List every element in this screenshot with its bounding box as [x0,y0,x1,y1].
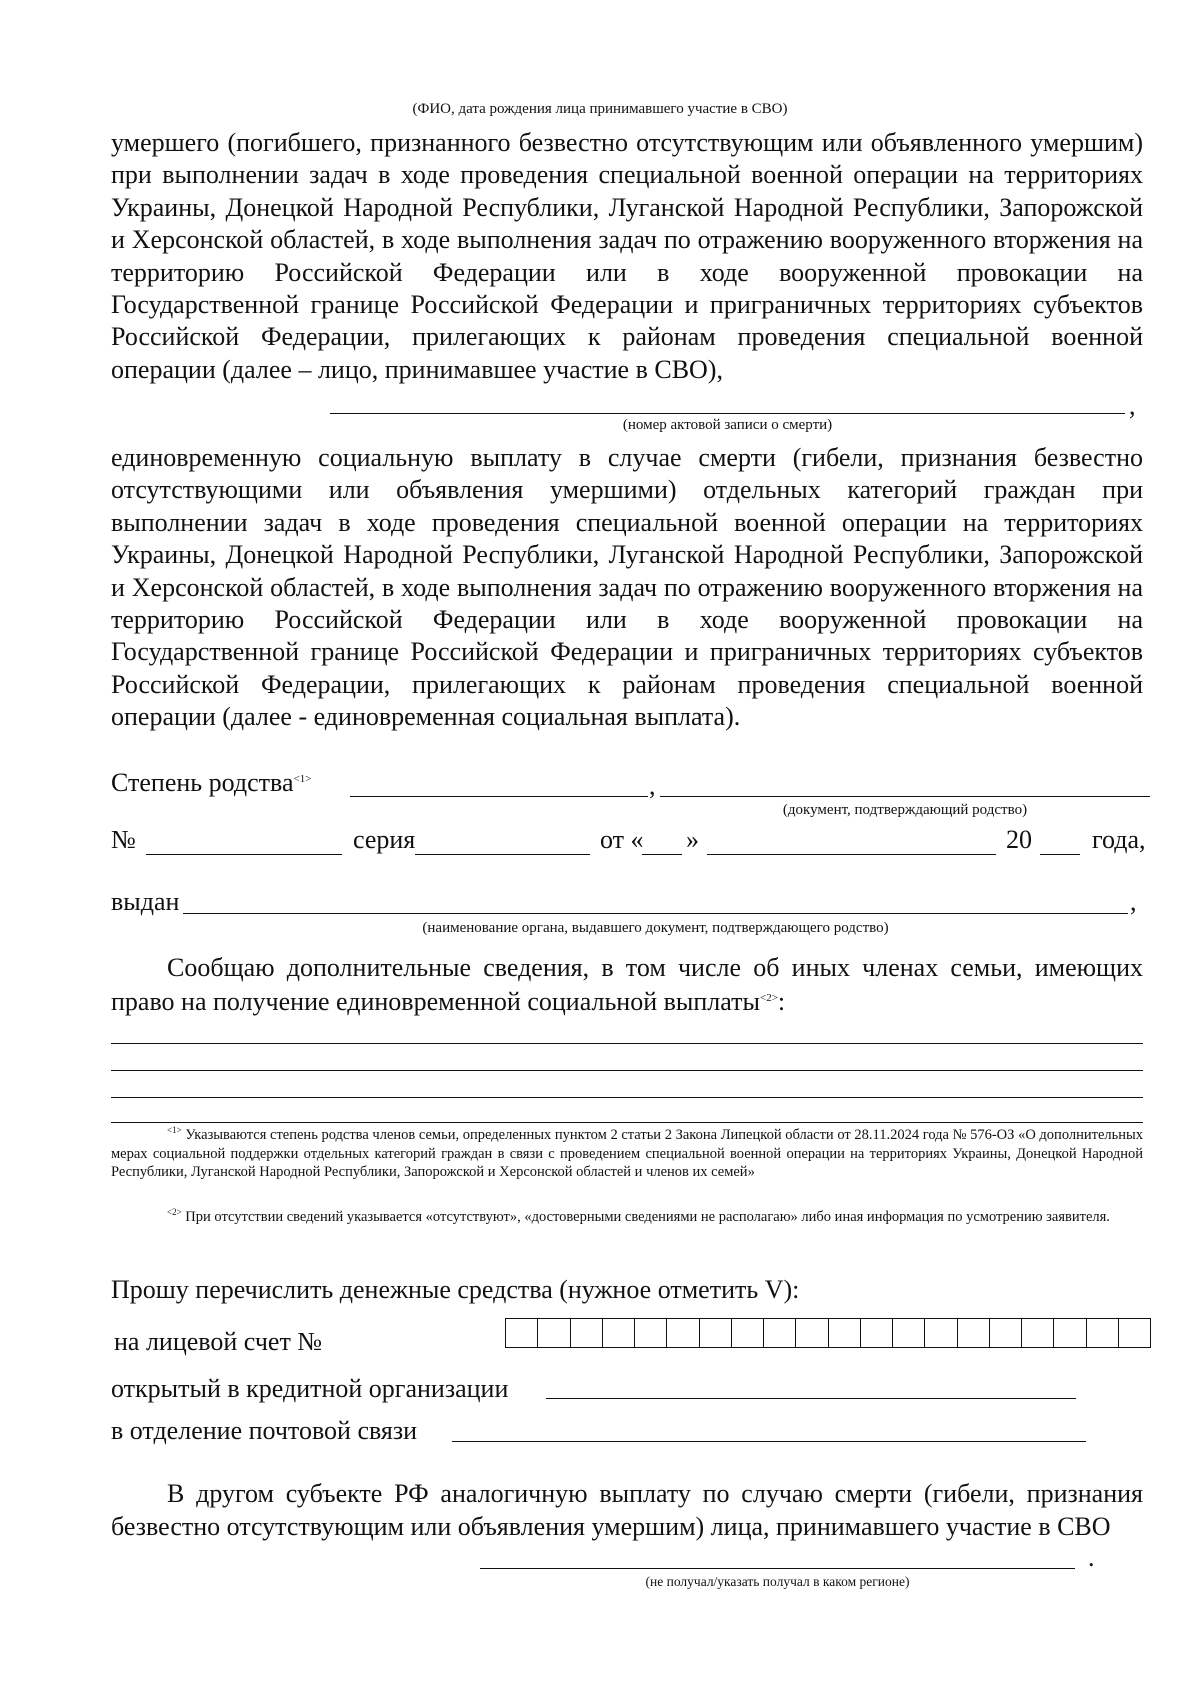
caption-issuing-authority: (наименование органа, выдавшего документ, подтверждающего родство) [422,920,889,936]
kinship-degree-field[interactable] [350,796,648,797]
kinship-document-field[interactable] [660,796,1150,797]
account-digit-cell[interactable] [990,1318,1022,1348]
act-record-number-field[interactable] [330,413,1125,414]
footnote-2-ref: <2> [167,1207,182,1217]
account-digit-cell[interactable] [829,1318,861,1348]
other-region-paragraph: В другом субъекте РФ аналогичную выплату по случаю смерти (гибели, признания безвестно отсутствующим или объявления умершим) лица, принимавшего участие в СВО [111,1479,1143,1541]
account-digit-cell[interactable] [1054,1318,1086,1348]
bank-name-field[interactable] [546,1398,1076,1399]
post-office-label: в отделение почтовой связи [111,1416,418,1445]
account-digit-cell[interactable] [732,1318,764,1348]
kinship-footnote-ref: <1> [293,773,312,785]
footnote-1 [111,1126,1143,1182]
doc-year-field[interactable] [1040,854,1080,855]
act-record-comma: , [1129,391,1136,420]
account-digit-cell[interactable] [1119,1318,1151,1348]
footnote-1-ref: <1> [167,1125,182,1135]
account-digit-cell[interactable] [571,1318,603,1348]
account-label: на лицевой счет № [114,1327,323,1356]
doc-number-field[interactable] [146,854,342,855]
account-number-grid [505,1318,1151,1348]
account-digit-cell[interactable] [796,1318,828,1348]
account-digit-cell[interactable] [667,1318,699,1348]
account-digit-cell[interactable] [925,1318,957,1348]
additional-info-line-3[interactable] [111,1097,1143,1098]
kinship-comma: , [649,771,656,800]
account-digit-cell[interactable] [958,1318,990,1348]
doc-series-field[interactable] [415,854,590,855]
doc-year-prefix: 20 [1006,825,1032,854]
account-digit-cell[interactable] [764,1318,796,1348]
account-digit-cell[interactable] [635,1318,667,1348]
account-digit-cell[interactable] [861,1318,893,1348]
issuing-authority-field[interactable] [183,913,1128,914]
footnote-2 [111,1208,1143,1227]
caption-other-region: (не получал/указать получал в каком регионе) [645,1574,910,1589]
doc-date-from-label: от « [600,825,644,854]
caption-act-record: (номер актовой записи о смерти) [622,417,833,433]
doc-year-suffix: года, [1092,825,1146,854]
doc-number-label: № [111,825,136,854]
footnote-1-text: Указываются степень родства членов семьи, определенных пунктом 2 статьи 2 Закона Липецкой области от 28.11.2024 года № 576-ОЗ «О дополнительных мерах социальной поддержки отдельных категорий граждан в связи с проведением специальной военной операции на территориях Украины, Донецкой Народной Республики, Луганской Народной Республики, Запорожской и Херсонской областей и членов их семей» [111,1127,1144,1181]
caption-kinship-document: (документ, подтверждающий родство) [782,802,1028,818]
payment-description-paragraph: единовременную социальную выплату в случае смерти (гибели, признания безвестно отсутствующими или объявления умершими) отдельных категорий граждан при выполнении задач в ходе проведения специальной военной операции на территориях Украины, Донецкой Народной Республики, Луганской Народной Республики, Запорожской и Херсонской областей, в ходе выполнения задач по отражению вооруженного вторжения на территорию Российской Федерации или в ходе вооруженной провокации на Государственной границе Российской Федерации и приграничных территориях субъектов Российской Федерации, прилегающих к районам проведения специальной военной операции (далее - единовременная социальная выплата). [111,443,1143,732]
account-digit-cell[interactable] [700,1318,732,1348]
additional-info-line-2[interactable] [111,1070,1143,1071]
account-digit-cell[interactable] [538,1318,570,1348]
issued-comma: , [1130,887,1137,916]
doc-series-label: серия [353,825,416,854]
doc-date-day-field[interactable] [642,854,682,855]
doc-date-month-field[interactable] [707,854,996,855]
transfer-heading: Прошу перечислить денежные средства (нужное отметить V): [111,1275,800,1304]
additional-info-line-1[interactable] [111,1043,1143,1044]
additional-info-paragraph [111,951,1143,1019]
footnote-2-text: При отсутствии сведений указывается «отсутствуют», «достоверными сведениями не располагаю» либо иная информация по усмотрению заявителя. [185,1209,1110,1225]
account-digit-cell[interactable] [505,1318,538,1348]
doc-date-quote-close: » [686,825,699,854]
caption-fio: (ФИО, дата рождения лица принимавшего участие в СВО) [412,101,788,117]
kinship-label-row [111,768,311,798]
post-office-field[interactable] [452,1441,1086,1442]
account-digit-cell[interactable] [1022,1318,1054,1348]
account-digit-cell[interactable] [603,1318,635,1348]
footnote-separator [111,1122,1143,1123]
deceased-description-paragraph: умершего (погибшего, признанного безвестно отсутствующим или объявленного умершим) при выполнении задач в ходе проведения специальной военной операции на территориях Украины, Донецкой Народной Республики, Луганской Народной Республики, Запорожской и Херсонской областей, в ходе выполнения задач по отражению вооруженного вторжения на территорию Российской Федерации или в ходе вооруженной провокации на Государственной границе Российской Федерации и приграничных территориях субъектов Российской Федерации, прилегающих к районам проведения специальной военной операции (далее – лицо, принимавшее участие в СВО), [111,128,1143,384]
account-digit-cell[interactable] [1087,1318,1119,1348]
bank-label: открытый в кредитной организации [111,1374,509,1403]
kinship-label: Степень родства [111,768,294,797]
other-region-period: . [1088,1543,1095,1572]
additional-info-text: Сообщаю дополнительные сведения, в том числе об иных членах семьи, имеющих право на получение единовременной социальной выплаты [111,953,1143,1016]
other-region-field[interactable] [480,1568,1075,1569]
additional-info-colon: : [777,987,786,1016]
account-digit-cell[interactable] [893,1318,925,1348]
additional-footnote-ref: <2> [759,992,778,1004]
issued-label: выдан [111,887,180,916]
